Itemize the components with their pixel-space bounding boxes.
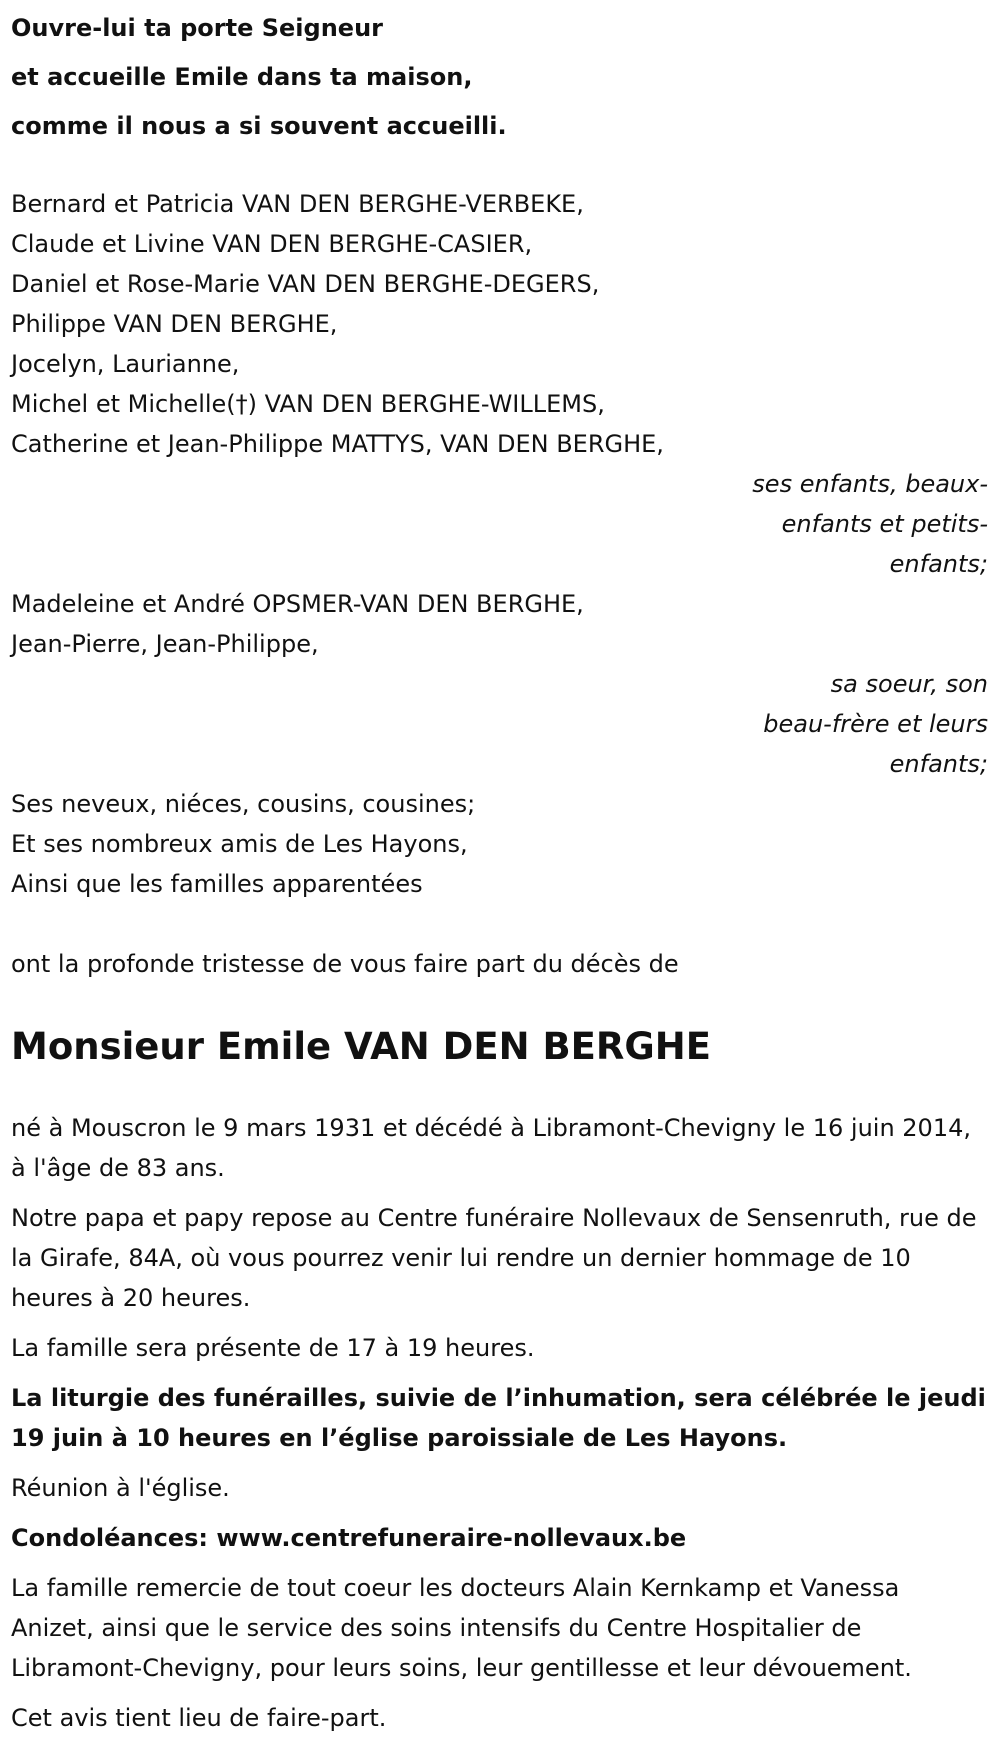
relation-line: beau-frère et leurs (763, 710, 988, 738)
family-line: Michel et Michelle(†) VAN DEN BERGHE-WILLEMS, (11, 390, 605, 418)
thanks-paragraph: La famille remercie de tout coeur les docteurs Alain Kernkamp et Vanessa Anizet, ainsi que le service des soins intensifs du Centre Hospitalier de Libramont-Chevigny, pour leurs soins, leur gentillesse et leur dévouement. (11, 1574, 912, 1682)
family-line: Ses neveux, niéces, cousins, cousines; (11, 790, 476, 818)
relation-children (751, 464, 988, 584)
epigraph-line: comme il nous a si souvent accueilli. (11, 112, 507, 140)
funeral-paragraph: La liturgie des funérailles, suivie de l’inhumation, sera célébrée le jeudi 19 juin à 10 heures en l’église paroissiale de Les Hayons. (11, 1384, 986, 1452)
epigraph-line: et accueille Emile dans ta maison, (11, 63, 473, 91)
deceased-name: Monsieur Emile VAN DEN BERGHE (11, 1025, 712, 1068)
meeting-paragraph: Réunion à l'église. (11, 1474, 230, 1502)
family-line: Jean-Pierre, Jean-Philippe, (11, 630, 319, 658)
announcement: ont la profonde tristesse de vous faire part du décès de (11, 950, 679, 978)
relation-sister (751, 664, 988, 784)
family-line: Daniel et Rose-Marie VAN DEN BERGHE-DEGERS, (11, 270, 600, 298)
relation-line: sa soeur, son (830, 670, 988, 698)
children-list (11, 184, 988, 464)
sister-list (11, 584, 988, 664)
birth-death-paragraph: né à Mouscron le 9 mars 1931 et décédé à Libramont-Chevigny le 16 juin 2014, à l'âge de 83 ans. (11, 1114, 971, 1182)
family-line: Jocelyn, Laurianne, (11, 350, 240, 378)
others-list (11, 784, 988, 904)
relation-line: ses enfants, beaux- (752, 470, 988, 498)
epigraph (11, 4, 988, 151)
family-line: Ainsi que les familles apparentées (11, 870, 423, 898)
relation-line: enfants; (889, 550, 988, 578)
family-line: Et ses nombreux amis de Les Hayons, (11, 830, 468, 858)
relation-line: enfants et petits- (781, 510, 988, 538)
family-presence-paragraph: La famille sera présente de 17 à 19 heures. (11, 1334, 535, 1362)
closing-paragraph: Cet avis tient lieu de faire-part. (11, 1704, 387, 1732)
epigraph-line: Ouvre-lui ta porte Seigneur (11, 14, 383, 42)
family-line: Catherine et Jean-Philippe MATTYS, VAN DEN BERGHE, (11, 430, 664, 458)
family-line: Madeleine et André OPSMER-VAN DEN BERGHE, (11, 590, 584, 618)
condolences-paragraph: Condoléances: www.centrefuneraire-nollevaux.be (11, 1524, 687, 1552)
visitation-paragraph: Notre papa et papy repose au Centre funéraire Nollevaux de Sensenruth, rue de la Girafe, 84A, où vous pourrez venir lui rendre un dernier hommage de 10 heures à 20 heures. (11, 1204, 977, 1312)
relation-line: enfants; (889, 750, 988, 778)
family-line: Philippe VAN DEN BERGHE, (11, 310, 338, 338)
family-line: Bernard et Patricia VAN DEN BERGHE-VERBEKE, (11, 190, 584, 218)
family-line: Claude et Livine VAN DEN BERGHE-CASIER, (11, 230, 533, 258)
